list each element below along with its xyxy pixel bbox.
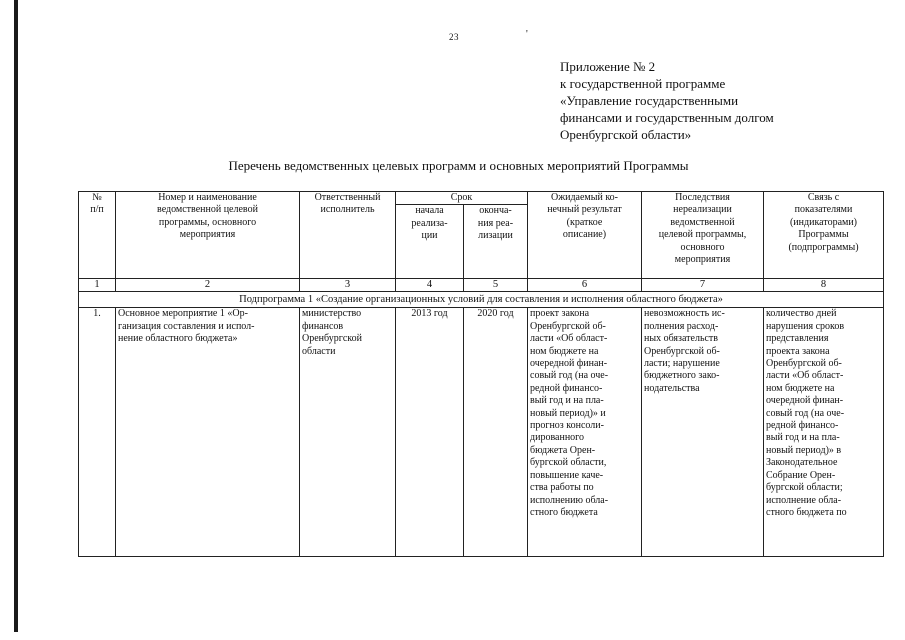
table-row (79, 308, 884, 557)
header-end: оконча- ния реа- лизации (464, 205, 528, 279)
column-number: 8 (764, 279, 884, 292)
header-consequences: Последствия нереализации ведомственной целевой программы, основного мероприятия (642, 192, 764, 279)
header-executor: Ответственный исполнитель (300, 192, 396, 279)
programs-table (78, 191, 884, 557)
header-link: Связь с показателями (индикаторами) Программы (подпрограммы) (764, 192, 884, 279)
row-name: Основное мероприятие 1 «Ор- ганизация составления и испол- нение областного бюджета» (116, 308, 300, 557)
appendix-line: Приложение № 2 (560, 59, 656, 74)
appendix-line: Оренбургской области» (560, 127, 692, 142)
tick-mark: ' (526, 29, 528, 40)
column-number: 2 (116, 279, 300, 292)
header-start: начала реализа- ции (396, 205, 464, 279)
header-term: Срок (396, 192, 528, 205)
header-result: Ожидаемый ко- нечный результат (краткое описание) (528, 192, 642, 279)
appendix-line: к государственной программе (560, 76, 726, 91)
row-result: проект закона Оренбургской об- ласти «Об област- ном бюджете на очередной финан- совый год (на оче- редной финансо- вый год и на пла- новый период)» и прогноз консоли- дированного бюджета Орен- бургской области, повышение каче- ства работы по исполнению обла- стного бюджета (528, 308, 642, 557)
page-number: 23 (449, 32, 459, 42)
column-number: 7 (642, 279, 764, 292)
row-link: количество дней нарушения сроков представления проекта закона Оренбургской об- ласти «Об област- ном бюджете на очередной финан- совый год (на оче- редной финансо- вый год и на пла- новый период)» в Законодательное Собрание Орен- бургской области; исполнение обла- стного бюджета по (764, 308, 884, 557)
header-row (79, 192, 884, 205)
column-number: 5 (464, 279, 528, 292)
row-end: 2020 год (464, 308, 528, 557)
column-number-row (79, 279, 884, 292)
row-consequences: невозможность ис- полнения расход- ных обязательств Оренбургской об- ласти; нарушение бюджетного зако- нодательства (642, 308, 764, 557)
appendix-block (560, 58, 860, 143)
row-start: 2013 год (396, 308, 464, 557)
header-name: Номер и наименование ведомственной целевой программы, основного мероприятия (116, 192, 300, 279)
column-number: 4 (396, 279, 464, 292)
header-num: № п/п (79, 192, 116, 279)
row-executor: министерство финансов Оренбургской области (300, 308, 396, 557)
column-number: 1 (79, 279, 116, 292)
appendix-line: «Управление государственными (560, 93, 739, 108)
left-margin-bar (14, 0, 18, 632)
column-number: 3 (300, 279, 396, 292)
appendix-line: финансами и государственным долгом (560, 110, 774, 125)
subprogram-row (79, 292, 884, 308)
column-number: 6 (528, 279, 642, 292)
document-title: Перечень ведомственных целевых программ и основных мероприятий Программы (228, 158, 689, 173)
subprogram-title: Подпрограмма 1 «Создание организационных условий для составления и исполнения областного бюджета» (79, 292, 884, 308)
row-num: 1. (79, 308, 116, 557)
